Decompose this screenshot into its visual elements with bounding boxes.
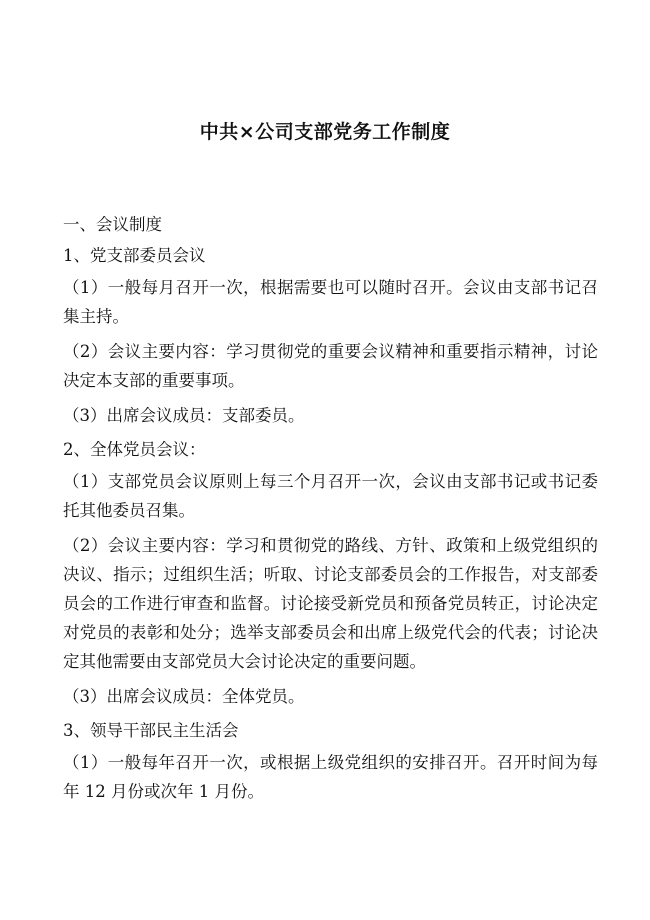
paragraph-members-content: （2）会议主要内容：学习和贯彻党的路线、方针、政策和上级党组织的决议、指示；过组织生活；听取、讨论支部委员会的工作报告，对支部委员会的工作进行审查和监督。讨论接受新党员和预备党员转正，讨论决定对党员的表彰和处分；选举支部委员会和出席上级党代会的代表；讨论决定其他需要由支部党员大会讨论决定的重要问题。 [63, 536, 598, 671]
subheading-leadership-democratic-meeting: 3、领导干部民主生活会 [63, 721, 239, 740]
paragraph-members-frequency: （1）支部党员会议原则上每三个月召开一次，会议由支部书记或书记委托其他委员召集。 [63, 472, 598, 520]
paragraph-democratic-meeting-frequency: （1）一般每年召开一次，或根据上级党组织的安排召开。召开时间为每年 12 月份或次年 1 月份。 [63, 753, 598, 801]
subheading-branch-committee-meeting: 1、党支部委员会议 [63, 246, 206, 265]
section-heading-meeting-system: 一、会议制度 [63, 215, 162, 234]
document-body [63, 211, 598, 806]
document-title: 中共×公司支部党务工作制度 [199, 121, 451, 143]
paragraph-committee-attendees: （3）出席会议成员：支部委员。 [63, 406, 305, 425]
subheading-all-members-meeting: 2、全体党员会议： [63, 440, 206, 459]
paragraph-committee-frequency: （1）一般每月召开一次，根据需要也可以随时召开。会议由支部书记召集主持。 [63, 278, 598, 326]
paragraph-committee-content: （2）会议主要内容：学习贯彻党的重要会议精神和重要指示精神，讨论决定本支部的重要事项。 [63, 342, 598, 390]
paragraph-members-attendees: （3）出席会议成员：全体党员。 [63, 687, 305, 706]
